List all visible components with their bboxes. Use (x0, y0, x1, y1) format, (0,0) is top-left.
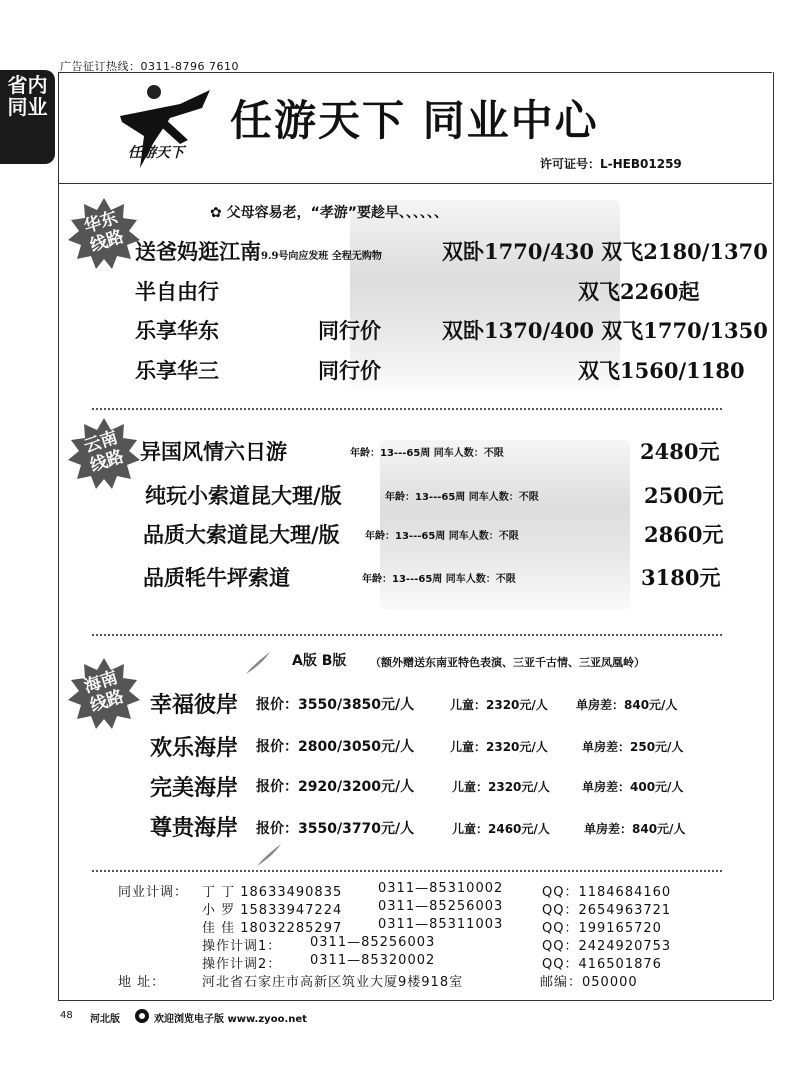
brand-circle-icon (134, 1008, 150, 1024)
route-conditions: 年龄：13---65周 同车人数：不限 (385, 492, 539, 503)
route-price: 2500元 (644, 483, 724, 508)
route-price: 3180元 (641, 565, 721, 590)
address-label: 地 址： (118, 975, 166, 990)
section-divider (92, 408, 722, 410)
yunnan-badge (66, 416, 142, 492)
bottom-rule (58, 1000, 772, 1001)
route-name: 异国风情六日游 (140, 439, 287, 464)
hainan-badge (66, 656, 142, 732)
single-room-supplement: 单房差：840元/人 (576, 698, 678, 712)
license-number: 许可证号：L-HEB01259 (540, 157, 682, 171)
browse-link[interactable]: 欢迎浏览电子版 www.zyoo.net (154, 1014, 307, 1025)
route-conditions: 年龄：13---65周 同车人数：不限 (365, 531, 519, 542)
brand-title: 任游天下 同业中心 (230, 96, 599, 145)
child-price: 儿童：2320元/人 (450, 698, 548, 712)
badge-line2: 线路 (87, 226, 127, 257)
contact-qq: QQ：2424920753 (542, 939, 672, 954)
huadong-slogan (210, 202, 448, 222)
peer-price-label: 同行价 (318, 358, 381, 383)
contact-person: 丁 丁 18633490835 (202, 885, 343, 900)
contact-phone: 0311—85256003 (378, 899, 504, 914)
section-divider (92, 870, 722, 872)
route-name: 半自由行 (135, 279, 219, 304)
single-room-supplement: 单房差：400元/人 (582, 780, 684, 794)
route-name: 送爸妈逛江南 (135, 239, 261, 264)
child-price: 儿童：2320元/人 (450, 740, 548, 754)
postcode: 邮编：050000 (540, 975, 638, 990)
address: 河北省石家庄市高新区筑业大厦9楼918室 (202, 975, 464, 990)
route-price: 2480元 (640, 439, 720, 464)
route-name: 欢乐海岸 (150, 735, 239, 761)
route-quote: 报价：3550/3850元/人 (256, 697, 415, 713)
huadong-row (135, 236, 382, 266)
badge-line1: 华东 (81, 207, 121, 238)
contact-phone: 0311—85256003 (310, 935, 436, 950)
page-number: 48 (60, 1010, 73, 1021)
leaf-icon (255, 842, 283, 868)
route-price: 双卧1770/430 双飞2180/1370 (442, 239, 768, 264)
contacts-label: 同业计调： (118, 885, 189, 900)
top-rule (58, 72, 772, 73)
route-name: 纯玩小索道昆大理/版 (145, 483, 342, 508)
single-room-supplement: 单房差：840元/人 (584, 822, 686, 836)
peer-price-label: 同行价 (318, 318, 381, 343)
contact-phone: 0311—85320002 (310, 953, 436, 968)
route-quote: 报价：3550/3770元/人 (256, 821, 415, 837)
contact-person: 小 罗 15833947224 (202, 903, 343, 918)
contact-person: 佳 佳 18032285297 (202, 921, 343, 936)
contact-qq: QQ：2654963721 (542, 903, 672, 918)
flower-icon: ✿ (210, 205, 222, 221)
edition-label: 河北版 (90, 1014, 120, 1025)
side-tab (0, 70, 55, 164)
route-note: 9.9号向应发班 全程无购物 (261, 251, 382, 262)
side-tab-line2: 同业 (7, 95, 48, 119)
contact-qq: QQ：199165720 (542, 921, 662, 936)
route-name: 乐享华三 (135, 358, 219, 383)
contact-phone: 0311—85311003 (378, 917, 504, 932)
route-name: 完美海岸 (150, 775, 239, 801)
badge-line1: 云南 (81, 427, 121, 458)
badge-line2: 线路 (87, 686, 127, 717)
logo-text: 任游天下 (128, 145, 184, 161)
side-tab-line1: 省内 (7, 73, 48, 97)
contact-phone: 0311—85310002 (378, 881, 504, 896)
single-room-supplement: 单房差：250元/人 (582, 740, 684, 754)
header-rule (58, 183, 772, 184)
route-conditions: 年龄：13---65周 同车人数：不限 (350, 448, 504, 459)
route-name: 尊贵海岸 (150, 815, 239, 841)
contact-person: 操作计调2： (202, 957, 282, 972)
route-price: 双飞2260起 (578, 279, 700, 304)
route-quote: 报价：2800/3050元/人 (256, 739, 415, 755)
version-note: （额外赠送东南亚特色表演、三亚千古情、三亚凤凰岭） (370, 656, 645, 669)
ad-hotline: 广告征订热线：0311-8796 7610 (60, 60, 239, 73)
child-price: 儿童：2320元/人 (452, 780, 550, 794)
leaf-icon (244, 650, 272, 676)
contact-person: 操作计调1： (202, 939, 282, 954)
slogan-text: 父母容易老，“孝游”要趁早、、、、、、 (226, 205, 449, 221)
route-name: 品质大索道昆大理/版 (143, 522, 340, 547)
route-price: 双飞1560/1180 (578, 358, 745, 383)
badge-line1: 海南 (81, 667, 121, 698)
route-name: 品质牦牛坪索道 (143, 565, 290, 590)
section-divider (92, 634, 722, 636)
badge-line2: 线路 (87, 446, 127, 477)
route-price: 2860元 (644, 522, 724, 547)
huadong-badge (66, 196, 142, 272)
route-price: 双卧1370/400 双飞1770/1350 (442, 318, 768, 343)
contact-qq: QQ：1184684160 (542, 885, 672, 900)
version-label: A版 B版 (292, 653, 347, 669)
route-quote: 报价：2920/3200元/人 (256, 779, 415, 795)
child-price: 儿童：2460元/人 (452, 822, 550, 836)
contact-qq: QQ：416501876 (542, 957, 662, 972)
route-name: 乐享华东 (135, 318, 219, 343)
route-name: 幸福彼岸 (150, 692, 239, 718)
route-conditions: 年龄：13---65周 同车人数：不限 (362, 574, 516, 585)
